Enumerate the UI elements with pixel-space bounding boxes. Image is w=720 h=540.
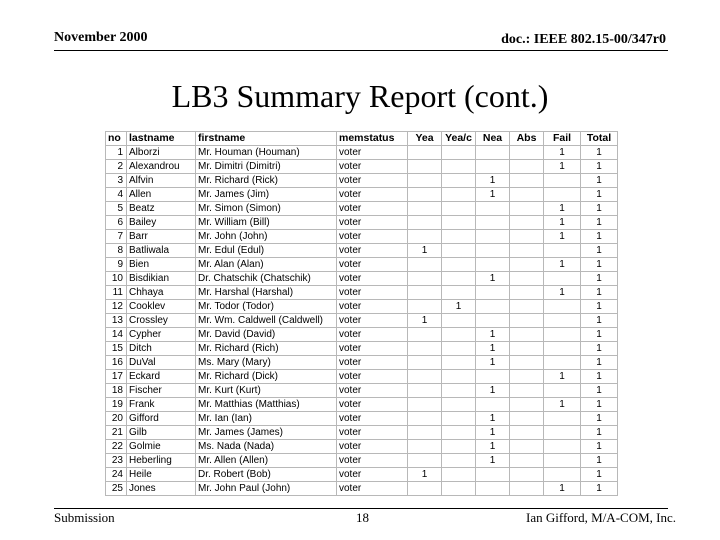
cell-firstname: Mr. James (James)	[196, 426, 337, 440]
cell-no: 5	[106, 202, 127, 216]
cell-abs	[510, 244, 544, 258]
cell-firstname: Dr. Robert (Bob)	[196, 468, 337, 482]
table-row	[106, 230, 618, 244]
cell-yea-c	[442, 482, 476, 496]
cell-lastname: Crossley	[127, 314, 196, 328]
cell-no: 22	[106, 440, 127, 454]
cell-memstatus: voter	[337, 244, 408, 258]
cell-memstatus: voter	[337, 482, 408, 496]
cell-lastname: DuVal	[127, 356, 196, 370]
cell-no: 16	[106, 356, 127, 370]
cell-total: 1	[581, 482, 618, 496]
cell-yea-c	[442, 412, 476, 426]
footer-submission: Submission	[54, 510, 115, 525]
cell-nea	[476, 370, 510, 384]
cell-abs	[510, 454, 544, 468]
cell-yea-c	[442, 384, 476, 398]
cell-fail	[544, 328, 581, 342]
cell-total: 1	[581, 174, 618, 188]
cell-total: 1	[581, 146, 618, 160]
cell-yea: 1	[408, 314, 442, 328]
cell-abs	[510, 188, 544, 202]
cell-yea-c	[442, 174, 476, 188]
cell-yea	[408, 412, 442, 426]
cell-yea-c	[442, 160, 476, 174]
cell-nea	[476, 300, 510, 314]
cell-lastname: Eckard	[127, 370, 196, 384]
table-header-row	[106, 132, 618, 146]
table-row	[106, 356, 618, 370]
table-row	[106, 188, 618, 202]
cell-firstname: Mr. Kurt (Kurt)	[196, 384, 337, 398]
cell-nea: 1	[476, 342, 510, 356]
table-row	[106, 440, 618, 454]
cell-no: 1	[106, 146, 127, 160]
cell-yea: 1	[408, 468, 442, 482]
cell-no: 2	[106, 160, 127, 174]
cell-yea-c	[442, 258, 476, 272]
cell-nea: 1	[476, 356, 510, 370]
cell-fail: 1	[544, 370, 581, 384]
cell-nea	[476, 216, 510, 230]
cell-yea	[408, 482, 442, 496]
cell-total: 1	[581, 300, 618, 314]
cell-firstname: Ms. Mary (Mary)	[196, 356, 337, 370]
cell-nea: 1	[476, 426, 510, 440]
table-row	[106, 412, 618, 426]
cell-no: 24	[106, 468, 127, 482]
cell-nea	[476, 314, 510, 328]
cell-yea-c	[442, 202, 476, 216]
cell-lastname: Allen	[127, 188, 196, 202]
cell-yea	[408, 160, 442, 174]
cell-nea	[476, 286, 510, 300]
cell-yea	[408, 258, 442, 272]
cell-no: 9	[106, 258, 127, 272]
cell-memstatus: voter	[337, 314, 408, 328]
cell-total: 1	[581, 244, 618, 258]
cell-no: 19	[106, 398, 127, 412]
col-nea: Nea	[476, 132, 510, 146]
cell-fail	[544, 426, 581, 440]
cell-memstatus: voter	[337, 384, 408, 398]
cell-nea: 1	[476, 272, 510, 286]
cell-nea	[476, 230, 510, 244]
cell-lastname: Gifford	[127, 412, 196, 426]
cell-no: 18	[106, 384, 127, 398]
table-row	[106, 384, 618, 398]
cell-firstname: Mr. Wm. Caldwell (Caldwell)	[196, 314, 337, 328]
cell-abs	[510, 384, 544, 398]
cell-yea-c	[442, 314, 476, 328]
table-row	[106, 398, 618, 412]
cell-memstatus: voter	[337, 342, 408, 356]
cell-firstname: Mr. Matthias (Matthias)	[196, 398, 337, 412]
cell-total: 1	[581, 454, 618, 468]
cell-yea-c	[442, 146, 476, 160]
table-row	[106, 314, 618, 328]
cell-abs	[510, 412, 544, 426]
cell-fail: 1	[544, 160, 581, 174]
cell-yea-c	[442, 440, 476, 454]
cell-lastname: Chhaya	[127, 286, 196, 300]
table-row	[106, 328, 618, 342]
header-doc-id: doc.: IEEE 802.15-00/347r0	[501, 32, 666, 47]
cell-memstatus: voter	[337, 398, 408, 412]
cell-abs	[510, 482, 544, 496]
table-row	[106, 258, 618, 272]
cell-yea	[408, 356, 442, 370]
cell-memstatus: voter	[337, 328, 408, 342]
col-no: no	[106, 132, 127, 146]
cell-abs	[510, 272, 544, 286]
cell-yea	[408, 174, 442, 188]
cell-yea-c: 1	[442, 300, 476, 314]
cell-total: 1	[581, 188, 618, 202]
cell-yea	[408, 230, 442, 244]
cell-no: 15	[106, 342, 127, 356]
cell-yea	[408, 216, 442, 230]
cell-lastname: Heberling	[127, 454, 196, 468]
cell-yea	[408, 286, 442, 300]
cell-lastname: Alborzi	[127, 146, 196, 160]
cell-total: 1	[581, 272, 618, 286]
cell-fail	[544, 356, 581, 370]
col-abs: Abs	[510, 132, 544, 146]
cell-lastname: Bisdikian	[127, 272, 196, 286]
cell-no: 8	[106, 244, 127, 258]
cell-fail	[544, 244, 581, 258]
cell-yea	[408, 328, 442, 342]
cell-memstatus: voter	[337, 468, 408, 482]
cell-no: 17	[106, 370, 127, 384]
table-row	[106, 426, 618, 440]
cell-lastname: Bailey	[127, 216, 196, 230]
cell-yea-c	[442, 328, 476, 342]
cell-yea	[408, 146, 442, 160]
cell-yea-c	[442, 356, 476, 370]
cell-memstatus: voter	[337, 454, 408, 468]
cell-memstatus: voter	[337, 146, 408, 160]
cell-nea: 1	[476, 412, 510, 426]
cell-no: 11	[106, 286, 127, 300]
cell-lastname: Alfvin	[127, 174, 196, 188]
cell-abs	[510, 370, 544, 384]
cell-fail	[544, 440, 581, 454]
cell-yea	[408, 426, 442, 440]
cell-firstname: Mr. Edul (Edul)	[196, 244, 337, 258]
cell-abs	[510, 146, 544, 160]
cell-memstatus: voter	[337, 174, 408, 188]
cell-fail	[544, 314, 581, 328]
cell-memstatus: voter	[337, 272, 408, 286]
cell-yea-c	[442, 454, 476, 468]
cell-no: 13	[106, 314, 127, 328]
cell-nea: 1	[476, 454, 510, 468]
cell-fail: 1	[544, 202, 581, 216]
cell-no: 6	[106, 216, 127, 230]
cell-abs	[510, 230, 544, 244]
cell-firstname: Mr. John (John)	[196, 230, 337, 244]
cell-firstname: Mr. Richard (Rick)	[196, 174, 337, 188]
cell-memstatus: voter	[337, 412, 408, 426]
table-row	[106, 160, 618, 174]
cell-lastname: Heile	[127, 468, 196, 482]
cell-abs	[510, 174, 544, 188]
cell-lastname: Fischer	[127, 384, 196, 398]
cell-lastname: Barr	[127, 230, 196, 244]
cell-fail	[544, 272, 581, 286]
cell-memstatus: voter	[337, 356, 408, 370]
cell-fail: 1	[544, 286, 581, 300]
cell-nea: 1	[476, 188, 510, 202]
cell-yea	[408, 384, 442, 398]
table-row	[106, 272, 618, 286]
cell-lastname: Gilb	[127, 426, 196, 440]
cell-total: 1	[581, 398, 618, 412]
cell-memstatus: voter	[337, 426, 408, 440]
cell-nea	[476, 258, 510, 272]
cell-firstname: Mr. Richard (Rich)	[196, 342, 337, 356]
cell-nea	[476, 244, 510, 258]
cell-memstatus: voter	[337, 440, 408, 454]
cell-no: 20	[106, 412, 127, 426]
cell-yea	[408, 300, 442, 314]
cell-fail	[544, 454, 581, 468]
cell-memstatus: voter	[337, 188, 408, 202]
table-row	[106, 146, 618, 160]
cell-total: 1	[581, 426, 618, 440]
cell-firstname: Mr. Alan (Alan)	[196, 258, 337, 272]
table-row	[106, 300, 618, 314]
cell-nea	[476, 146, 510, 160]
table-row	[106, 174, 618, 188]
table-row	[106, 342, 618, 356]
cell-fail	[544, 384, 581, 398]
cell-no: 10	[106, 272, 127, 286]
cell-total: 1	[581, 160, 618, 174]
cell-no: 7	[106, 230, 127, 244]
cell-abs	[510, 342, 544, 356]
cell-abs	[510, 356, 544, 370]
summary-table	[105, 131, 618, 496]
cell-yea	[408, 398, 442, 412]
cell-abs	[510, 216, 544, 230]
cell-yea-c	[442, 272, 476, 286]
col-firstname: firstname	[196, 132, 337, 146]
cell-memstatus: voter	[337, 300, 408, 314]
cell-lastname: Alexandrou	[127, 160, 196, 174]
cell-abs	[510, 300, 544, 314]
cell-total: 1	[581, 202, 618, 216]
cell-abs	[510, 426, 544, 440]
table-row	[106, 468, 618, 482]
cell-yea-c	[442, 398, 476, 412]
cell-lastname: Jones	[127, 482, 196, 496]
table-row	[106, 202, 618, 216]
table-row	[106, 482, 618, 496]
cell-fail: 1	[544, 146, 581, 160]
page-number: 18	[356, 510, 369, 525]
cell-no: 3	[106, 174, 127, 188]
table-row	[106, 370, 618, 384]
cell-no: 12	[106, 300, 127, 314]
cell-abs	[510, 202, 544, 216]
cell-abs	[510, 328, 544, 342]
cell-yea	[408, 272, 442, 286]
header-date: November 2000	[54, 30, 148, 45]
col-total: Total	[581, 132, 618, 146]
cell-abs	[510, 286, 544, 300]
cell-yea	[408, 188, 442, 202]
cell-firstname: Mr. Simon (Simon)	[196, 202, 337, 216]
cell-firstname: Mr. James (Jim)	[196, 188, 337, 202]
footer-rule	[54, 508, 668, 509]
cell-no: 23	[106, 454, 127, 468]
header-rule	[54, 50, 668, 51]
cell-memstatus: voter	[337, 160, 408, 174]
cell-fail	[544, 188, 581, 202]
cell-fail	[544, 412, 581, 426]
slide-title: LB3 Summary Report (cont.)	[171, 78, 549, 114]
cell-fail: 1	[544, 258, 581, 272]
col-yea-c: Yea/c	[442, 132, 476, 146]
cell-lastname: Ditch	[127, 342, 196, 356]
table-row	[106, 454, 618, 468]
cell-fail: 1	[544, 398, 581, 412]
cell-no: 25	[106, 482, 127, 496]
cell-yea-c	[442, 468, 476, 482]
cell-firstname: Ms. Nada (Nada)	[196, 440, 337, 454]
summary-table-wrap	[105, 131, 618, 496]
cell-fail: 1	[544, 230, 581, 244]
cell-fail: 1	[544, 482, 581, 496]
cell-yea-c	[442, 216, 476, 230]
cell-yea-c	[442, 426, 476, 440]
cell-total: 1	[581, 356, 618, 370]
cell-memstatus: voter	[337, 286, 408, 300]
cell-total: 1	[581, 412, 618, 426]
table-body	[106, 146, 618, 496]
cell-firstname: Mr. Houman (Houman)	[196, 146, 337, 160]
cell-firstname: Mr. Richard (Dick)	[196, 370, 337, 384]
cell-yea-c	[442, 230, 476, 244]
cell-yea	[408, 342, 442, 356]
cell-firstname: Mr. Harshal (Harshal)	[196, 286, 337, 300]
cell-total: 1	[581, 440, 618, 454]
cell-yea: 1	[408, 244, 442, 258]
cell-total: 1	[581, 314, 618, 328]
cell-yea-c	[442, 244, 476, 258]
cell-total: 1	[581, 370, 618, 384]
cell-yea	[408, 202, 442, 216]
cell-lastname: Beatz	[127, 202, 196, 216]
cell-nea: 1	[476, 384, 510, 398]
cell-yea	[408, 440, 442, 454]
cell-memstatus: voter	[337, 370, 408, 384]
cell-yea	[408, 370, 442, 384]
cell-total: 1	[581, 230, 618, 244]
cell-memstatus: voter	[337, 230, 408, 244]
cell-lastname: Batliwala	[127, 244, 196, 258]
cell-total: 1	[581, 286, 618, 300]
cell-yea-c	[442, 342, 476, 356]
table-row	[106, 286, 618, 300]
cell-no: 21	[106, 426, 127, 440]
cell-firstname: Mr. Allen (Allen)	[196, 454, 337, 468]
cell-total: 1	[581, 384, 618, 398]
cell-nea: 1	[476, 174, 510, 188]
cell-firstname: Mr. Dimitri (Dimitri)	[196, 160, 337, 174]
cell-fail	[544, 342, 581, 356]
cell-nea: 1	[476, 328, 510, 342]
cell-nea	[476, 398, 510, 412]
col-fail: Fail	[544, 132, 581, 146]
cell-nea: 1	[476, 440, 510, 454]
cell-abs	[510, 398, 544, 412]
cell-lastname: Bien	[127, 258, 196, 272]
cell-lastname: Golmie	[127, 440, 196, 454]
table-row	[106, 216, 618, 230]
cell-lastname: Cypher	[127, 328, 196, 342]
table-row	[106, 244, 618, 258]
cell-fail	[544, 300, 581, 314]
cell-firstname: Mr. Todor (Todor)	[196, 300, 337, 314]
cell-firstname: Mr. William (Bill)	[196, 216, 337, 230]
cell-firstname: Mr. Ian (Ian)	[196, 412, 337, 426]
cell-yea-c	[442, 286, 476, 300]
cell-abs	[510, 440, 544, 454]
col-memstatus: memstatus	[337, 132, 408, 146]
cell-total: 1	[581, 328, 618, 342]
cell-nea	[476, 160, 510, 174]
cell-lastname: Cooklev	[127, 300, 196, 314]
cell-total: 1	[581, 258, 618, 272]
cell-memstatus: voter	[337, 216, 408, 230]
cell-fail	[544, 468, 581, 482]
cell-abs	[510, 314, 544, 328]
cell-yea	[408, 454, 442, 468]
cell-yea-c	[442, 370, 476, 384]
cell-nea	[476, 482, 510, 496]
col-lastname: lastname	[127, 132, 196, 146]
cell-lastname: Frank	[127, 398, 196, 412]
cell-fail: 1	[544, 216, 581, 230]
cell-firstname: Mr. David (David)	[196, 328, 337, 342]
cell-nea	[476, 202, 510, 216]
cell-memstatus: voter	[337, 258, 408, 272]
cell-total: 1	[581, 216, 618, 230]
cell-nea	[476, 468, 510, 482]
cell-fail	[544, 174, 581, 188]
footer-author: Ian Gifford, M/A-COM, Inc.	[526, 510, 676, 525]
cell-firstname: Mr. John Paul (John)	[196, 482, 337, 496]
cell-total: 1	[581, 342, 618, 356]
cell-firstname: Dr. Chatschik (Chatschik)	[196, 272, 337, 286]
cell-no: 14	[106, 328, 127, 342]
cell-yea-c	[442, 188, 476, 202]
cell-abs	[510, 468, 544, 482]
cell-total: 1	[581, 468, 618, 482]
cell-no: 4	[106, 188, 127, 202]
col-yea: Yea	[408, 132, 442, 146]
cell-abs	[510, 258, 544, 272]
cell-memstatus: voter	[337, 202, 408, 216]
cell-abs	[510, 160, 544, 174]
